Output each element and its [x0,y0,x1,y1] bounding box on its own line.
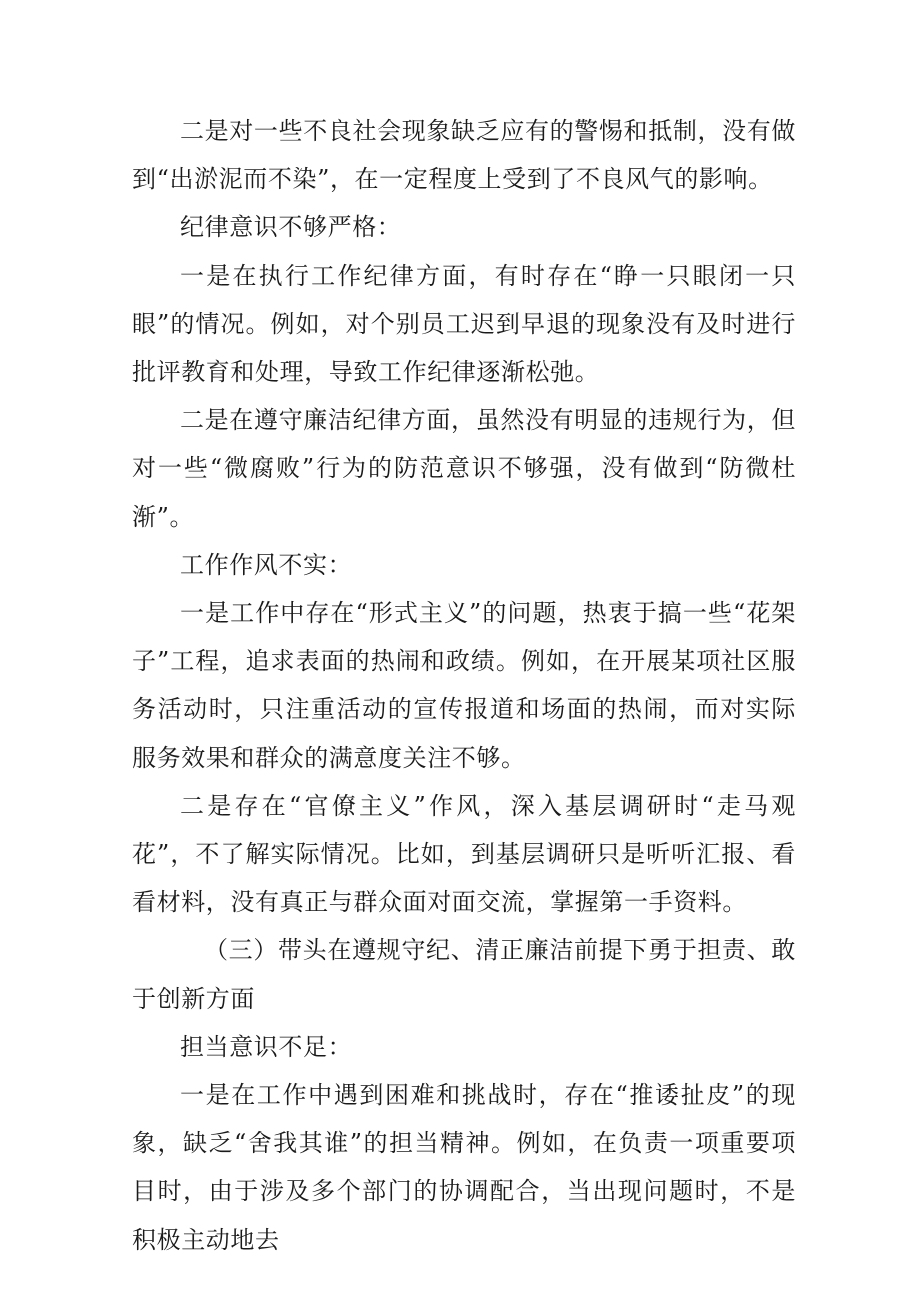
paragraph-work-style-1: 一是工作中存在“形式主义”的问题，热衷于搞一些“花架子”工程，追求表面的热闹和政绩。例如，在开展某项社区服务活动时，只注重活动的宣传报道和场面的热闹，而对实际服务效果和群众的满意度关注不够。 [132,599,796,772]
subheading-discipline: 纪律意识不够严格： [180,213,402,242]
subheading-work-style: 工作作风不实： [180,550,353,579]
paragraph-discipline-1: 一是在执行工作纪律方面，有时存在“睁一只眼闭一只眼”的情况。例如，对个别员工迟到早退的现象没有及时进行批评教育和处理，导致工作纪律逐渐松弛。 [132,261,796,387]
document-body [132,107,796,1264]
paragraph-integrity-2: 二是对一些不良社会现象缺乏应有的警惕和抵制，没有做到“出淤泥而不染”，在一定程度上受到了不良风气的影响。 [132,117,796,194]
section-heading-three: （三）带头在遵规守纪、清正廉洁前提下勇于担责、敢于创新方面 [132,936,796,1013]
subheading-responsibility: 担当意识不足： [180,1032,353,1061]
paragraph-responsibility-1: 一是在工作中遇到困难和挑战时，存在“推诿扯皮”的现象，缺乏“舍我其谁”的担当精神。例如，在负责一项重要项目时，由于涉及多个部门的协调配合，当出现问题时，不是积极主动地去 [132,1081,796,1254]
paragraph-work-style-2: 二是存在“官僚主义”作风，深入基层调研时“走马观花”，不了解实际情况。比如，到基层调研只是听听汇报、看看材料，没有真正与群众面对面交流，掌握第一手资料。 [132,791,796,917]
paragraph-discipline-2: 二是在遵守廉洁纪律方面，虽然没有明显的违规行为，但对一些“微腐败”行为的防范意识不够强，没有做到“防微杜渐”。 [132,406,796,531]
